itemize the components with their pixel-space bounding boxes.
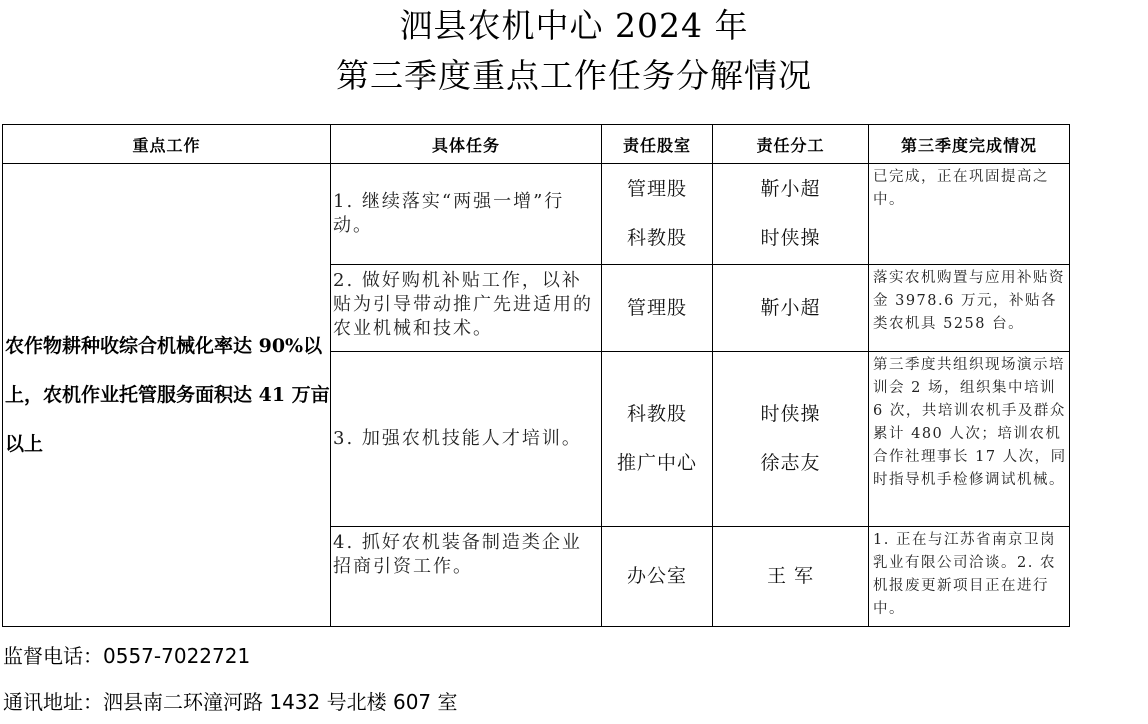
key-work-cell: 农作物耕种收综合机械化率达 90%以上，农机作业托管服务面积达 41 万亩以上 — [3, 164, 331, 627]
table-row — [3, 164, 1070, 265]
header-department: 责任股室 — [602, 125, 713, 164]
supervision-phone: 监督电话：0557-7022721 — [3, 644, 251, 668]
task-cell: 1. 继续落实“两强一增”行动。 — [331, 164, 602, 265]
header-person: 责任分工 — [713, 125, 869, 164]
task-cell: 3. 加强农机技能人才培训。 — [331, 352, 602, 527]
department-name: 管理股 — [626, 178, 687, 200]
person-cell — [713, 164, 869, 265]
department-cell — [602, 265, 713, 352]
person-name: 靳小超 — [760, 178, 821, 200]
department-name: 推广中心 — [616, 452, 697, 474]
task-cell: 2. 做好购机补贴工作，以补贴为引导带动推广先进适用的农业机械和技术。 — [331, 265, 602, 352]
department-cell — [602, 164, 713, 265]
table-header-row — [3, 125, 1070, 164]
department-cell — [602, 527, 713, 627]
person-name: 王 军 — [766, 565, 815, 587]
status-cell: 落实农机购置与应用补贴资金 3978.6 万元，补贴各类农机具 5258 台。 — [869, 265, 1070, 352]
status-cell: 1. 正在与江苏省南京卫岗乳业有限公司洽谈。2. 农机报废更新项目正在进行中。 — [869, 527, 1070, 627]
person-cell — [713, 265, 869, 352]
person-name: 时侠操 — [760, 227, 821, 249]
person-name: 时侠操 — [760, 403, 821, 425]
department-name: 科教股 — [626, 403, 687, 425]
header-task: 具体任务 — [331, 125, 602, 164]
person-name: 靳小超 — [760, 296, 821, 319]
header-status: 第三季度完成情况 — [869, 125, 1070, 164]
department-name: 管理股 — [626, 296, 687, 319]
status-cell: 已完成，正在巩固提高之中。 — [869, 164, 1070, 265]
department-name: 科教股 — [626, 227, 687, 249]
page-title-line2: 第三季度重点工作任务分解情况 — [336, 56, 812, 95]
mailing-address: 通讯地址：泗县南二环潼河路 1432 号北楼 607 室 — [3, 690, 458, 714]
department-name: 办公室 — [626, 565, 687, 587]
task-cell: 4. 抓好农机装备制造类企业招商引资工作。 — [331, 527, 602, 627]
department-cell — [602, 352, 713, 527]
task-table — [2, 124, 1070, 627]
status-cell: 第三季度共组织现场演示培训会 2 场，组织集中培训 6 次，共培训农机手及群众累计 480 人次；培训农机合作社理事长 17 人次，同时指导机手检修调试机械。 — [869, 352, 1070, 527]
person-cell — [713, 527, 869, 627]
page-title-line1: 泗县农机中心 2024 年 — [399, 6, 749, 45]
person-name: 徐志友 — [760, 452, 821, 474]
header-key-work: 重点工作 — [3, 125, 331, 164]
person-cell — [713, 352, 869, 527]
